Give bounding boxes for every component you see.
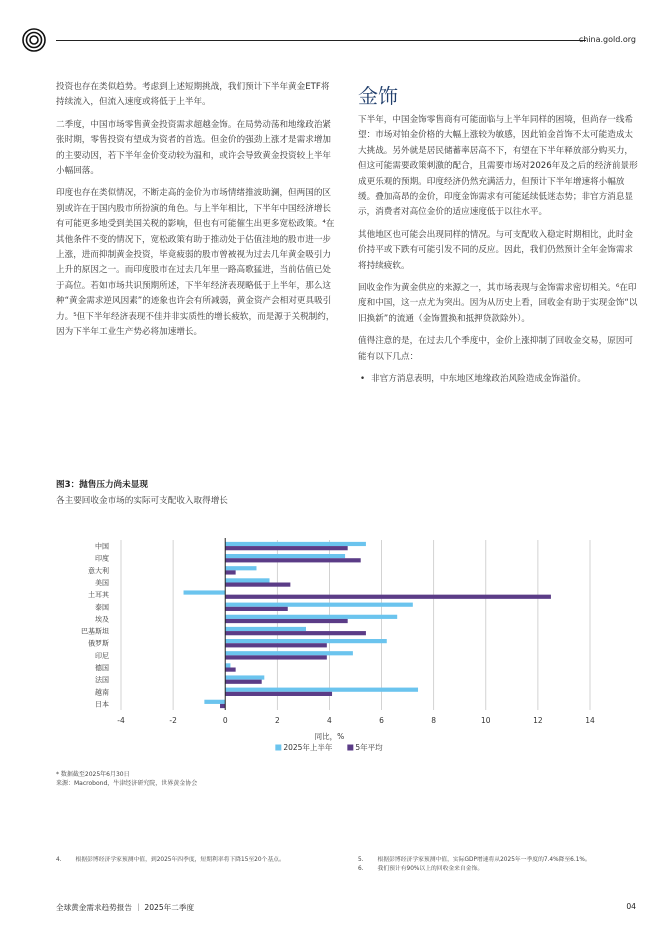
bullet-item: [358, 372, 640, 387]
chart-bar: [225, 627, 306, 631]
legend-label: 2025年上半年: [283, 743, 333, 752]
footnote-5: [358, 856, 640, 865]
header-rule: [56, 40, 586, 41]
page-number: 04: [626, 902, 636, 911]
tick-label: 12: [533, 716, 543, 725]
bar-chart: [56, 530, 616, 770]
left-paragraph-1: 投资也存在类似趋势。考虑到上述短期挑战，我们预计下半年黄金ETF将持续流入，但流入速度或将低于上半年。: [56, 82, 330, 108]
tick-label: 4: [327, 716, 332, 725]
right-paragraph-4: 值得注意的是，在过去几个季度中，金价上涨抑制了回收金交易，原因可能有以下几点：: [358, 336, 634, 362]
chart-bar: [225, 603, 413, 607]
footnote-6: [358, 865, 640, 874]
chart-bar: [225, 546, 347, 550]
footnote-text: 我们预计有90%以上的回收金来自金饰。: [377, 866, 484, 872]
report-footer: 全球黄金需求趋势报告 ｜ 2025年二季度: [56, 903, 195, 912]
category-label: 俄罗斯: [88, 639, 109, 648]
category-label: 德国: [95, 664, 109, 672]
right-column: [358, 113, 640, 388]
chart-bar: [220, 704, 225, 708]
left-column: [56, 80, 338, 348]
chart-bar: [225, 595, 551, 599]
footnote-number: 5.: [358, 857, 364, 863]
figure-notes: [56, 770, 197, 788]
footnote-4: [56, 856, 338, 865]
chart-bar: [225, 655, 327, 659]
chart-bar: [225, 663, 230, 667]
footnote-text: 根据彭博经济学家预测中值，实际GDP增速将从2025年一季度的7.4%降至6.1%。: [377, 857, 591, 863]
tick-label: 0: [222, 716, 228, 725]
chart-bar: [225, 639, 387, 643]
category-label: 土耳其: [88, 591, 109, 600]
chart-bar: [225, 651, 353, 655]
chart-bar: [225, 692, 332, 696]
footnote-number: 6.: [358, 866, 364, 872]
right-paragraph-2: 其他地区也可能会出现同样的情况。与可支配收入稳定时期相比，此时金价持平或下跌有可能引发不同的反应。因此，我们仍然预计全年金饰需求将持续疲软。: [358, 229, 634, 271]
legend-swatch: [347, 745, 353, 751]
chart-bar: [225, 615, 397, 619]
figure-title: 图3：抛售压力尚未显现: [56, 480, 148, 490]
right-paragraph-1: 下半年，中国金饰零售商有可能面临与上半年同样的困境，但尚存一线希望：市场对铂金价格的大幅上涨较为敏感，因此铂金首饰不太可能造成太大挑战。另外就是居民储蓄率居高不下，有望在下半年释放部分购买力，但这可能需要政策刺激的配合，且需要市场对2026年及之后的经济前景形成更乐观的预期。印度经济仍然充满活力，但预计下半年增速将小幅放缓。叠加高昂的金价，印度金饰需求有可能延续低迷态势；非官方消息显示，消费者对高位金价的适应速度低于以往水平。: [358, 115, 638, 218]
category-label: 美国: [95, 579, 109, 587]
chart-bar: [225, 643, 327, 647]
chart-bar: [225, 558, 360, 562]
tick-label: 8: [431, 716, 437, 725]
bullet-dot-icon: •: [360, 374, 366, 385]
chart-bar: [225, 675, 264, 679]
category-label: 意大利: [88, 566, 109, 575]
footnotes-right: [358, 856, 640, 874]
chart-bar: [225, 607, 288, 611]
chart-svg: [56, 530, 616, 770]
chart-bar: [225, 542, 366, 546]
footnote-text: 根据彭博经济学家预测中值，到2025年四季度，短期利率将下降15至20个基点。: [75, 857, 285, 863]
chart-bar: [225, 583, 290, 587]
chart-bar: [225, 631, 366, 635]
site-url[interactable]: china.gold.org: [578, 35, 636, 44]
chart-bar: [184, 590, 226, 594]
figure-note: * 数据截至2025年6月30日: [56, 771, 130, 778]
footnote-number: 4.: [56, 857, 62, 863]
world-gold-council-logo-icon: [22, 28, 46, 52]
tick-label: 10: [481, 716, 491, 725]
category-label: 法国: [95, 676, 109, 685]
category-label: 日本: [95, 700, 109, 709]
category-label: 中国: [95, 542, 109, 551]
bullet-text: 非官方消息表明，中东地区地缘政治风险造成金饰溢价。: [371, 374, 586, 385]
left-paragraph-3: 印度也存在类似情况，不断走高的金价为市场情绪推波助澜，但两国的区别或许在于国内股市所扮演的角色。与上半年相比，下半年中国经济增长有可能更多地受到美国关税的影响，但也有可能催生出更多宽松政策。⁴在其他条件不变的情况下，宽松政策有助于推动处于估值洼地的股市进一步上涨，进而抑制黄金投资，毕竟疲弱的股市曾被视为过去几年黄金吸引力上升的原因之一。而印度股市在过去几年里一路高歌猛进，当前估值已处于高位。若如市场共识预期所述，下半年经济表现略低于上半年，那么这种“黄金需求逆风因素”的迹象也许会有所减弱，黄金资产会相对更具吸引力。⁵但下半年经济表现不佳并非实质性的增长疲软，而是源于关税制约，因为下半年工业生产势必将加速增长。: [56, 188, 335, 338]
tick-label: -4: [117, 716, 125, 725]
figure-subtitle: 各主要回收金市场的实际可支配收入取得增长: [56, 496, 228, 506]
category-label: 印度: [95, 554, 109, 563]
category-label: 巴基斯坦: [81, 627, 109, 636]
tick-label: 14: [585, 716, 595, 725]
category-label: 泰国: [95, 603, 109, 612]
chart-bar: [225, 668, 235, 672]
section-title-jewellery: 金饰: [358, 84, 398, 108]
chart-bar: [204, 700, 225, 704]
chart-bar: [225, 554, 345, 558]
category-label: 印尼: [95, 651, 109, 660]
chart-bar: [225, 578, 269, 582]
category-label: 埃及: [95, 615, 109, 624]
category-label: 越南: [95, 688, 109, 697]
right-paragraph-3: 回收金作为黄金供应的来源之一，其市场表现与金饰需求密切相关。⁶在印度和中国，这一点尤为突出。因为从历史上看，回收金有助于实现金饰“以旧换新”的流通（金饰置换和抵押贷款除外）。: [358, 283, 638, 324]
tick-label: -2: [169, 716, 177, 725]
legend-label: 5年平均: [355, 743, 383, 752]
figure-source: 来源：Macrobond，牛津经济研究院，世界黄金协会: [56, 780, 198, 787]
chart-bar: [225, 680, 261, 684]
tick-label: 2: [274, 716, 280, 725]
tick-label: 6: [379, 716, 384, 725]
x-axis-label: 同比，%: [314, 732, 345, 741]
chart-bar: [225, 566, 256, 570]
chart-bar: [225, 619, 347, 623]
chart-bar: [225, 688, 418, 692]
left-paragraph-2: 二季度，中国市场零售黄金投资需求超越金饰。在局势动荡和地缘政治紧张时期，零售投资有望成为资者的首选。但金价的强劲上涨才是需求增加的主要动因，若下半年金价变动较为温和，或许会导致黄金投资较上半年小幅回落。: [56, 119, 332, 177]
chart-bar: [225, 570, 235, 574]
legend-swatch: [275, 745, 281, 751]
